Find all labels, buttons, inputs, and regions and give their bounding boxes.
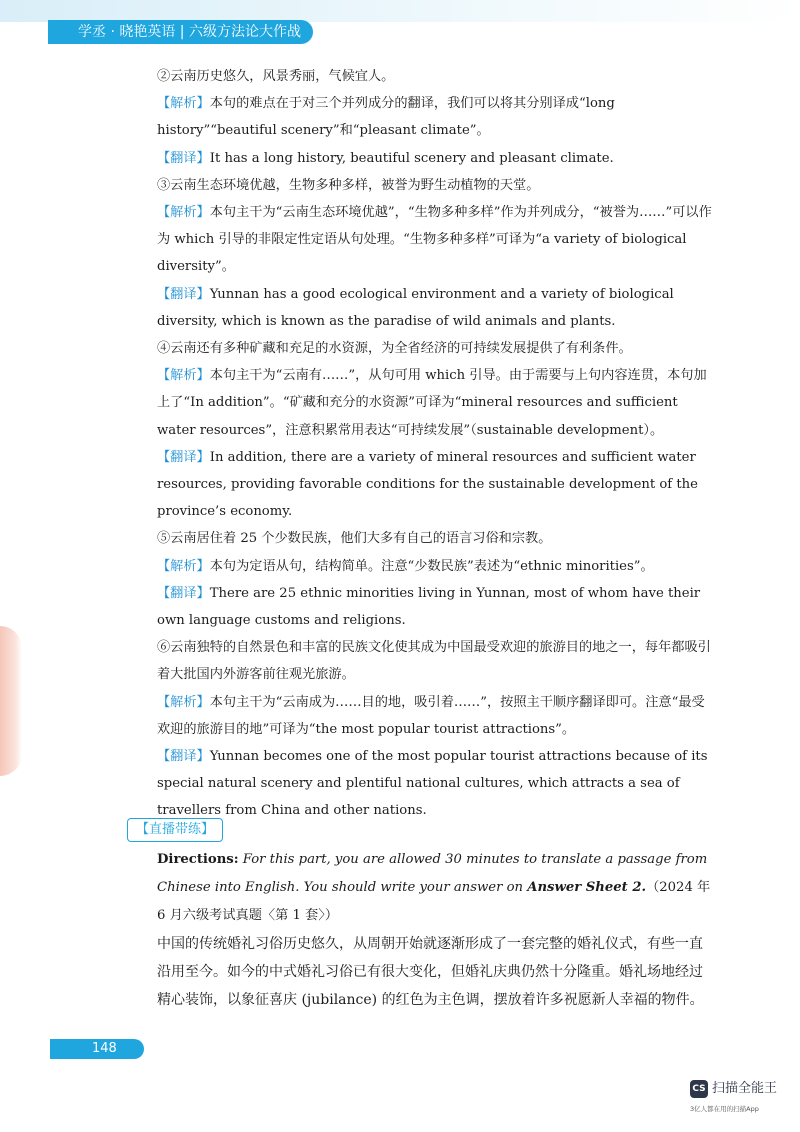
analysis-text: 本句主干为“云南有……”，从句可用 which 引导。由于需要与上句内容连贯，本句加上了“In addition”。“矿藏和充分的水资源”可译为“mineral resources and sufficient water resources”，注意积累常用表达“可持续发展”（sustainable development）。 [157, 368, 707, 438]
analysis-text: 本句主干为“云南成为……目的地，吸引着……”，按照主干顺序翻译即可。注意“最受欢迎的旅游目的地”可译为“the most popular tourist attractions”。 [157, 694, 705, 737]
scanner-tagline: 3亿人都在用的扫描App [690, 1105, 759, 1113]
chinese-passage: 中国的传统婚礼习俗历史悠久，从周朝开始就逐渐形成了一套完整的婚礼仪式，有些一直沿用至今。如今的中式婚礼习俗已有很大变化，但婚礼庆典仍然十分隆重。婚礼场地经过精心装饰，以象征喜庆 (jubilance) 的红色为主色调，摆放着许多祝愿新人幸福的物件。 [157, 936, 704, 1008]
practice-label: 【直播带练】 [127, 818, 223, 842]
translation-text: It has a long history, beautiful scenery and pleasant climate. [209, 150, 614, 166]
source-sentence: ②云南历史悠久，风景秀丽，气候宜人。 [157, 69, 395, 84]
translation-text: In addition, there are a variety of mineral resources and sufficient water resources, providing favorable conditions for the sustainable development of the province’s economy. [157, 449, 698, 520]
translation-paragraph [127, 444, 712, 526]
translation-tag: 【翻译】 [157, 585, 210, 601]
source-sentence: ⑥云南独特的自然景色和丰富的民族文化使其成为中国最受欢迎的旅游目的地之一，每年都吸引着大批国内外游客前往观光旅游。 [157, 640, 711, 683]
translation-text: Yunnan becomes one of the most popular tourist attractions because of its special natural scenery and plentiful national cultures, which attracts a sea of travellers from China and other nations. [157, 749, 708, 819]
analysis-tag: 【解析】 [157, 96, 210, 112]
analysis-paragraph [127, 689, 712, 743]
scanner-name: 扫描全能王 [712, 1081, 778, 1096]
analysis-paragraph [127, 199, 712, 281]
answer-sheet-ref: Answer Sheet 2. [527, 880, 647, 895]
source-sentence: ⑤云南居住着 25 个少数民族，他们大多有自己的语言习俗和宗教。 [157, 531, 552, 547]
analysis-paragraph [127, 553, 712, 580]
directions-text: For this part, you are allowed 30 minutes to translate a passage from Chinese into English. You should write your answer on [157, 852, 708, 895]
analysis-text: 本句的难点在于对三个并列成分的翻译，我们可以将其分别译成“long history”“beautiful scenery”和“pleasant climate”。 [157, 96, 615, 139]
translation-tag: 【翻译】 [157, 449, 210, 465]
source-sentence: ③云南生态环境优越，生物多种多样，被誉为野生动植物的天堂。 [157, 177, 540, 193]
translation-tag: 【翻译】 [157, 749, 210, 765]
header-title: 学丞 · 晓艳英语 | 六级方法论大作战 [48, 20, 313, 44]
translation-paragraph [127, 145, 712, 172]
translation-text: Yunnan has a good ecological environment and a variety of biological diversity, which is known as the paradise of wild animals and plants. [157, 286, 674, 329]
analysis-paragraph [127, 90, 712, 144]
scanner-logo-icon: CS [690, 1080, 708, 1098]
translation-paragraph [127, 580, 712, 634]
translation-tag: 【翻译】 [157, 286, 210, 302]
source-note: （2024 年 6 月六级考试真题〈第 1 套〉） [157, 880, 711, 923]
page-number: 148 [92, 1041, 117, 1056]
practice-section [127, 846, 712, 1014]
scanner-watermark [690, 1080, 800, 1126]
analysis-text: 本句为定语从句，结构简单。注意“少数民族”表述为“ethnic minorities”。 [209, 558, 654, 574]
translation-paragraph [127, 281, 712, 335]
page-edge-shadow [0, 626, 22, 776]
analysis-tag: 【解析】 [157, 205, 210, 221]
translation-paragraph [127, 743, 712, 825]
translation-text: There are 25 ethnic minorities living in Yunnan, most of whom have their own language customs and religions. [157, 585, 701, 629]
explanations [127, 63, 712, 825]
analysis-tag: 【解析】 [157, 694, 210, 710]
translation-tag: 【翻译】 [157, 150, 210, 166]
directions-paragraph [127, 846, 712, 930]
source-sentence: ④云南还有多种矿藏和充足的水资源，为全省经济的可持续发展提供了有利条件。 [157, 341, 632, 357]
analysis-text: 本句主干为“云南生态环境优越”，“生物多种多样”作为并列成分，“被誉为……”可以作为 which 引导的非限定性定语从句处理。“生物多种多样”可译为“a variety of biological diversity”。 [157, 205, 712, 275]
analysis-tag: 【解析】 [157, 368, 210, 384]
analysis-tag: 【解析】 [157, 558, 210, 574]
directions-label: Directions: [157, 852, 239, 867]
analysis-paragraph [127, 362, 712, 444]
header-background [0, 0, 800, 22]
